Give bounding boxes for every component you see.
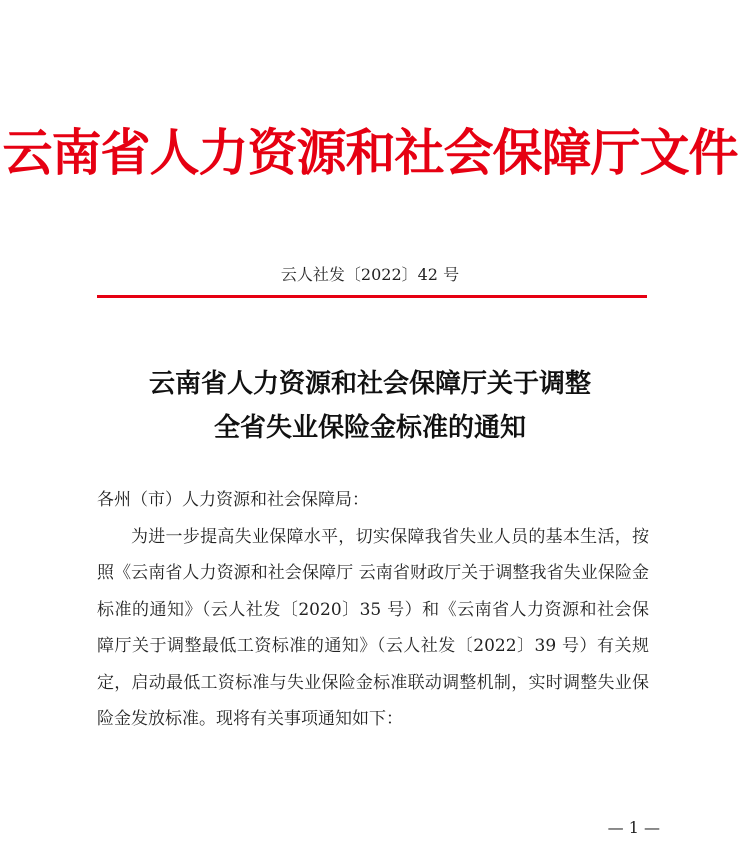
notice-title bbox=[0, 362, 740, 450]
issuing-authority-header: 云南省人力资源和社会保障厅文件 bbox=[2, 123, 738, 182]
salutation: 各州（市）人力资源和社会保障局： bbox=[97, 490, 369, 510]
page-number: — 1 — bbox=[607, 818, 660, 837]
red-divider-line bbox=[97, 295, 647, 298]
notice-title-line-1: 云南省人力资源和社会保障厅关于调整 bbox=[148, 369, 591, 399]
body-paragraph: 为进一步提高失业保障水平，切实保障我省失业人员的基本生活，按照《云南省人力资源和社会保障厅 云南省财政厅关于调整我省失业保险金标准的通知》（云人社发〔2020〕35 号）和《云南省人力资源和社会保障厅关于调整最低工资标准的通知》（云人社发〔2022〕39 号）有关规定，启动最低工资标准与失业保险金标准联动调整机制，实时调整失业保险金发放标准。现将有关事项通知如下： bbox=[97, 526, 649, 729]
notice-body bbox=[97, 482, 649, 738]
notice-title-line-2: 全省失业保险金标准的通知 bbox=[213, 413, 526, 443]
document-number: 云人社发〔2022〕42 号 bbox=[280, 265, 460, 284]
